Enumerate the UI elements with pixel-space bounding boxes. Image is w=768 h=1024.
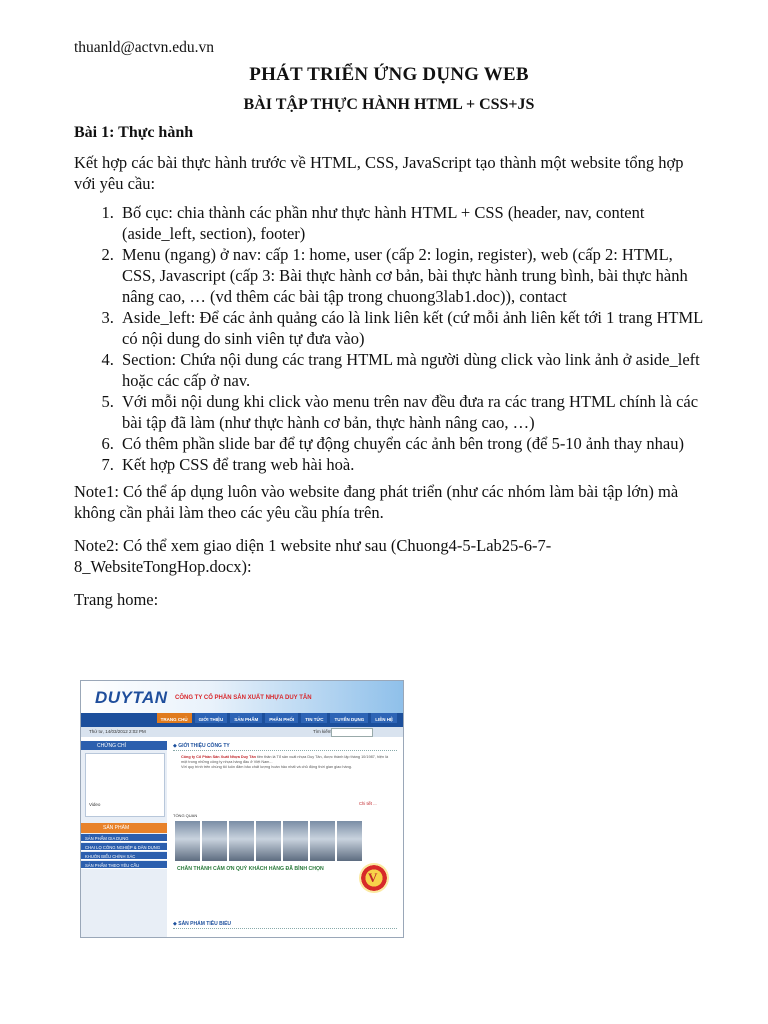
- site-header: [81, 681, 403, 713]
- requirement-item: 5. Với mỗi nội dung khi click vào menu trên nav đều đưa ra các trang HTML chính là các bài tập đã làm (như thực hành cơ bản, thực hành nâng cao, …): [118, 391, 704, 433]
- factory-photos: [175, 821, 362, 861]
- nav-item-about: GIỚI THIỆU: [195, 713, 228, 723]
- requirements-list: [74, 202, 704, 475]
- overview-label: TỔNG QUAN: [173, 813, 198, 818]
- document-title: PHÁT TRIỂN ỨNG DỤNG WEB: [249, 64, 529, 85]
- video-link: Video: [89, 802, 101, 807]
- section-heading: Bài 1: Thực hành: [74, 124, 194, 141]
- more-link: Chi tiết ...: [359, 801, 377, 806]
- site-aside-left: [81, 741, 167, 937]
- certificates-heading: CHỨNG CHỈ: [81, 741, 167, 750]
- document-page: [74, 38, 704, 620]
- product-item: SẢN PHẨM GIA DỤNG: [81, 834, 167, 842]
- note-1: Note1: Có thể áp dụng luôn vào website đang phát triển (như các nhóm làm bài tập lớn) mà không cần phải làm theo các yêu cầu phía trên.: [74, 482, 679, 522]
- requirement-item: 2. Menu (ngang) ở nav: cấp 1: home, user (cấp 2: login, register), web (cấp 2: HTML, CSS, Javascript (cấp 3: Bài thực hành cơ bản, bài thực hành trung bình, bài thực hành nâng cao, … (vd thêm các bài tập trong chuong3lab1.doc)), contact: [118, 244, 704, 307]
- certificates-box: [85, 753, 165, 817]
- author-email: thuanld@actvn.edu.vn: [74, 39, 214, 56]
- product-item: CHAI LỌ CÔNG NGHIỆP & DÂN DỤNG: [81, 843, 167, 851]
- requirement-item: 7. Kết hợp CSS để trang web hài hoà.: [118, 454, 704, 475]
- product-item: SẢN PHẨM THEO YÊU CẦU: [81, 861, 167, 869]
- photo: [175, 821, 200, 861]
- products-heading: SẢN PHẨM: [81, 823, 167, 833]
- search-label: Tìm kiếm: [313, 729, 332, 734]
- intro-text: Công ty Cổ Phần Sản Xuất Nhựa Duy Tân tiền thân là Tổ sản xuất nhựa Duy Tân, được thành lập tháng 10/1987, hiện là một trong những công ty nhựa hàng đầu ở Việt Nam... Với quy trình trên chúng tôi luôn đảm bảo chất lượng hoàn hảo nhất và chủ động thời gian giao hàng.: [181, 755, 389, 770]
- featured-heading: ◆ SẢN PHẨM TIÊU BIỂU: [173, 921, 397, 929]
- site-logo: DUYTAN: [95, 688, 168, 707]
- note-2: Note2: Có thể xem giao diện 1 website như sau (Chuong4-5-Lab25-6-7-8_WebsiteTongHop.docx):: [74, 536, 552, 576]
- search-box: [331, 728, 373, 737]
- quality-seal-icon: V: [359, 863, 389, 893]
- photo: [229, 821, 254, 861]
- nav-item-home: TRANG CHỦ: [157, 713, 192, 723]
- home-page-label: Trang home:: [74, 590, 159, 609]
- intro-paragraph: Kết hợp các bài thực hành trước về HTML, CSS, JavaScript tạo thành một website tổng hợp với yêu cầu:: [74, 153, 684, 193]
- nav-item-contact: LIÊN HỆ: [371, 713, 397, 723]
- nav-item-distribution: PHÂN PHỐI: [265, 713, 298, 723]
- site-nav: [81, 713, 403, 727]
- intro-heading: ◆ GIỚI THIỆU CÔNG TY: [173, 743, 397, 751]
- site-date: Thứ tư, 14/03/2012 2:02 PM: [89, 729, 146, 734]
- bullet-icon: ◆: [173, 743, 179, 749]
- photo: [256, 821, 281, 861]
- company-name: CÔNG TY CỔ PHẦN SẢN XUẤT NHỰA DUY TÂN: [175, 695, 312, 701]
- nav-item-jobs: TUYỂN DỤNG: [330, 713, 368, 723]
- photo: [283, 821, 308, 861]
- site-section: [173, 741, 397, 937]
- requirement-item: 3. Aside_left: Để các ảnh quảng cáo là link liên kết (cứ mỗi ảnh liên kết tới 1 trang HTML có nội dung do sinh viên tự đưa vào): [118, 307, 704, 349]
- photo: [337, 821, 362, 861]
- photo: [310, 821, 335, 861]
- bullet-icon: ◆: [173, 921, 179, 927]
- requirement-item: 6. Có thêm phần slide bar để tự động chuyển các ảnh bên trong (để 5-10 ảnh thay nhau): [118, 433, 704, 454]
- requirement-item: 4. Section: Chứa nội dung các trang HTML mà người dùng click vào link ảnh ở aside_left hoặc các cấp ở nav.: [118, 349, 704, 391]
- product-item: KHUÔN BIỂU CHÍNH XÁC: [81, 852, 167, 860]
- website-screenshot: [80, 680, 404, 938]
- nav-item-products: SẢN PHẨM: [230, 713, 262, 723]
- thanks-banner: CHÂN THÀNH CẢM ƠN QUÝ KHÁCH HÀNG ĐÃ BÌNH CHỌN: [177, 866, 324, 872]
- document-subtitle: BÀI TẬP THỰC HÀNH HTML + CSS+JS: [243, 96, 535, 113]
- photo: [202, 821, 227, 861]
- requirement-item: 1. Bố cục: chia thành các phần như thực hành HTML + CSS (header, nav, content (aside_left, section), footer): [118, 202, 704, 244]
- nav-item-news: TIN TỨC: [301, 713, 327, 723]
